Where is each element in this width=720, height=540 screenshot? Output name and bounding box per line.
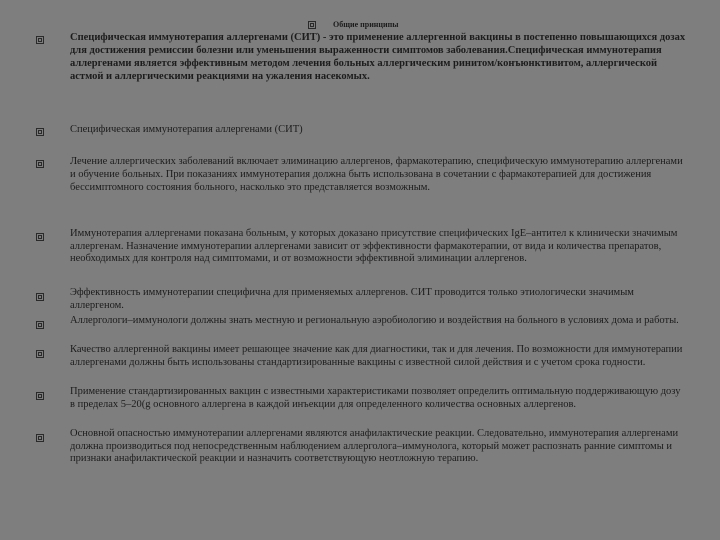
- paragraph-treatment: Лечение аллергических заболеваний включает элиминацию аллергенов, фармакотерапию, специфическую иммунотерапию аллергенами и обучение больных. При показаниях иммунотерапия должна быть использована в сочетании с фармакотерапией для достижения бессимптомного состояния больного, насколько это представляется возможным.: [70, 156, 683, 193]
- bullet-icon: [36, 434, 44, 442]
- paragraph-heading: Специфическая иммунотерапия аллергенами (СИТ): [70, 124, 303, 135]
- title-bullet-icon: [308, 21, 316, 29]
- bullet-icon: [36, 233, 44, 241]
- paragraph-anaphylaxis: Основной опасностью иммунотерапии аллергенами являются анафилактические реакции. Следовательно, иммунотерапия аллергенами должна производиться под непосредственным наблюдением аллерголога–иммунолога, который может распознать ранние симптомы и признаки анафилактической реакции и назначить соответствующую неотложную терапию.: [70, 428, 679, 464]
- paragraph-indications: Иммунотерапия аллергенами показана больным, у которых доказано присутствие специфических IgE–антител к клинически значимым аллергенам. Назначение иммунотерапии аллергенами зависит от эффективности фармакотерапии, от вида и количества препаратов, необходимых для контроля над симптомами, и от возможности эффективной элиминации аллергенов.: [70, 228, 678, 264]
- bullet-icon: [36, 128, 44, 136]
- paragraph-definition: Специфическая иммунотерапия аллергенами (СИТ) - это применение аллергенной вакцины в постепенно повышающихся дозах для достижения ремиссии болезни или уменьшения выраженности симптомов заболевания.Специфическая иммунотерапия аллергенами является эффективным методом лечения больных аллергическим ринитом/конъюнктивитом, аллергической астмой и аллергическими реакциями на ужаления насекомых.: [70, 32, 686, 82]
- paragraph-allergologists: Аллергологи–иммунологи должны знать местную и региональную аэробиологию и воздействия на больного в условиях дома и работы.: [70, 315, 679, 326]
- bullet-icon: [36, 350, 44, 358]
- bullet-icon: [36, 321, 44, 329]
- paragraph-efficacy: Эффективность иммунотерапии специфична для применяемых аллергенов. СИТ проводится только этиологически значимым аллергеном.: [70, 287, 634, 311]
- bullet-icon: [36, 293, 44, 301]
- paragraph-vaccine-quality: Качество аллергенной вакцины имеет решающее значение как для диагностики, так и для лечения. По возможности для иммунотерапии аллергенами должны быть использованы стандартизированные вакцины с известной силой действия и с учетом срока годности.: [70, 344, 683, 368]
- bullet-icon: [36, 392, 44, 400]
- bullet-icon: [36, 36, 44, 44]
- bullet-icon: [36, 160, 44, 168]
- slide-title: Общие принципы: [333, 20, 399, 29]
- paragraph-standardized: Применение стандартизированных вакцин с известными характеристиками позволяет определить оптимальную поддерживающую дозу в пределах 5–20(g основного аллергена в каждой инъекции для определенного количества основных аллергенов.: [70, 386, 681, 410]
